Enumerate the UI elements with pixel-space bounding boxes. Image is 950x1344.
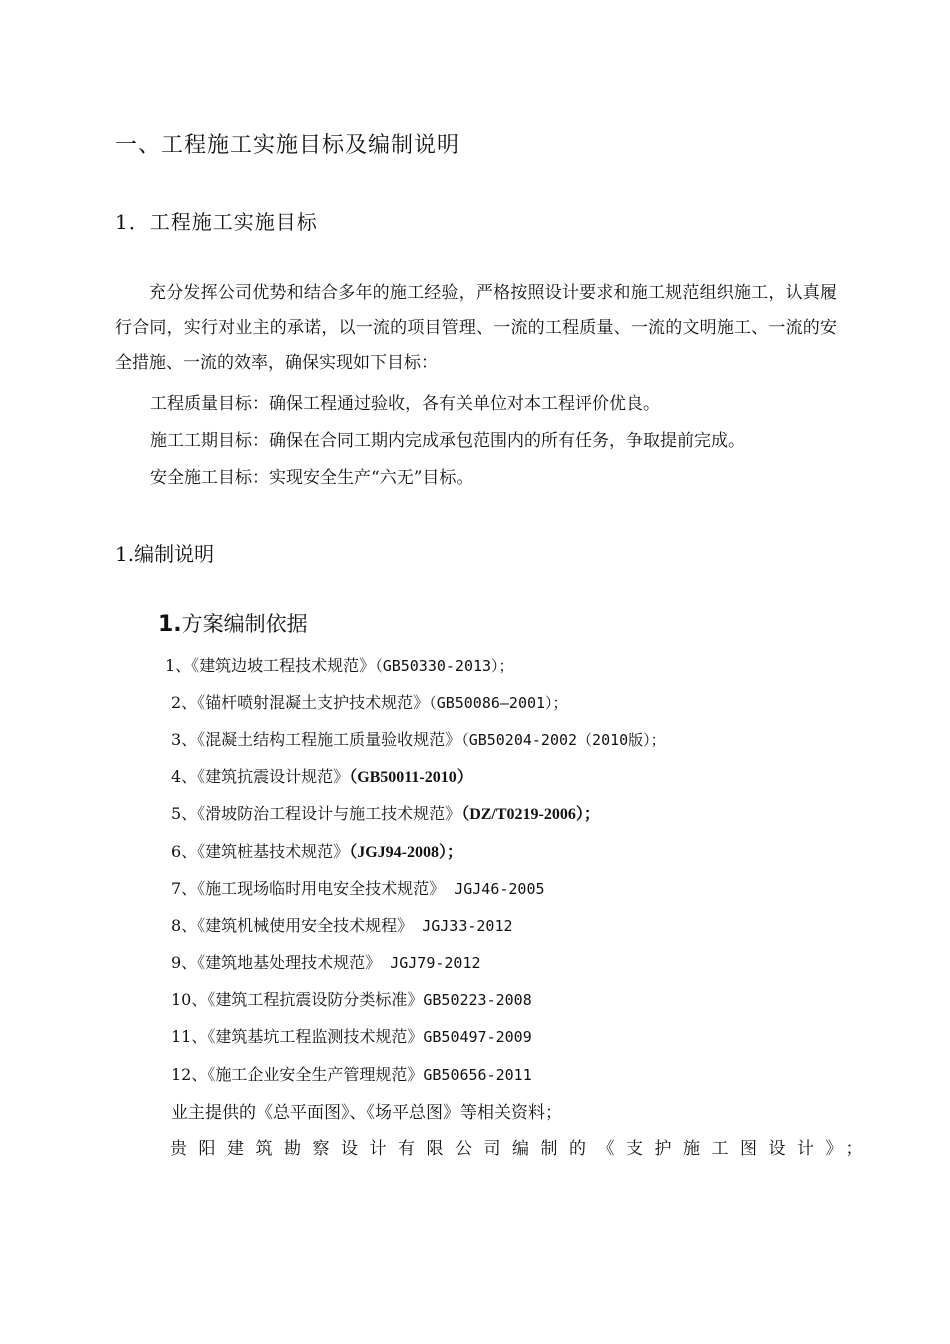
reference-item: 9、《建筑地基处理技术规范》 JGJ79-2012 bbox=[171, 953, 481, 972]
goal-safety: 安全施工目标：实现安全生产“六无”目标。 bbox=[150, 468, 474, 488]
reference-item: 10、《建筑工程抗震设防分类标准》GB50223-2008 bbox=[171, 990, 532, 1009]
intro-paragraph: 充分发挥公司优势和结合多年的施工经验，严格按照设计要求和施工规范组织施工，认真履行合同，实行对业主的承诺，以一流的项目管理、一流的工程质量、一流的文明施工、一流的安全措施、一流的效率，确保实现如下目标： bbox=[115, 283, 837, 373]
subsection-title-targets: 1．工程施工实施目标 bbox=[115, 210, 318, 234]
reference-item: 8、《建筑机械使用安全技术规程》 JGJ33-2012 bbox=[171, 916, 513, 935]
goal-schedule: 施工工期目标：确保在合同工期内完成承包范围内的所有任务，争取提前完成。 bbox=[150, 431, 745, 451]
basis-heading-number: 1. bbox=[158, 612, 182, 637]
goal-quality: 工程质量目标：确保工程通过验收，各有关单位对本工程评价优良。 bbox=[150, 394, 660, 414]
owner-materials: 业主提供的《总平面图》、《场平总图》等相关资料； bbox=[171, 1103, 562, 1123]
basis-heading bbox=[158, 608, 308, 638]
reference-item: 7、《施工现场临时用电安全技术规范》 JGJ46-2005 bbox=[171, 879, 545, 898]
design-source: 贵阳建筑勘察设计有限公司编制的《支护施工图设计》； bbox=[170, 1139, 874, 1159]
reference-item: 1、《建筑边坡工程技术规范》（GB50330-2013）； bbox=[165, 656, 514, 675]
basis-heading-text: 方案编制依据 bbox=[181, 612, 308, 636]
reference-item: 12、《施工企业安全生产管理规范》GB50656-2011 bbox=[171, 1065, 532, 1084]
section-title: 一、工程施工实施目标及编制说明 bbox=[115, 133, 461, 158]
reference-item: 11、《建筑基坑工程监测技术规范》GB50497-2009 bbox=[171, 1027, 532, 1046]
reference-item: 6、《建筑桩基技术规范》（JGJ94-2008）； bbox=[171, 842, 463, 861]
reference-item: 2、《锚杆喷射混凝土支护技术规范》（GB50086—2001）； bbox=[171, 693, 568, 712]
reference-item: 5、《滑坡防治工程设计与施工技术规范》（DZ/T0219-2006）； bbox=[171, 804, 600, 823]
subsection-title-compilation: 1.编制说明 bbox=[115, 542, 215, 566]
reference-item: 3、《混凝土结构工程施工质量验收规范》（GB50204-2002（2010版）； bbox=[171, 730, 666, 749]
reference-item: 4、《建筑抗震设计规范》（GB50011-2010） bbox=[171, 767, 473, 786]
